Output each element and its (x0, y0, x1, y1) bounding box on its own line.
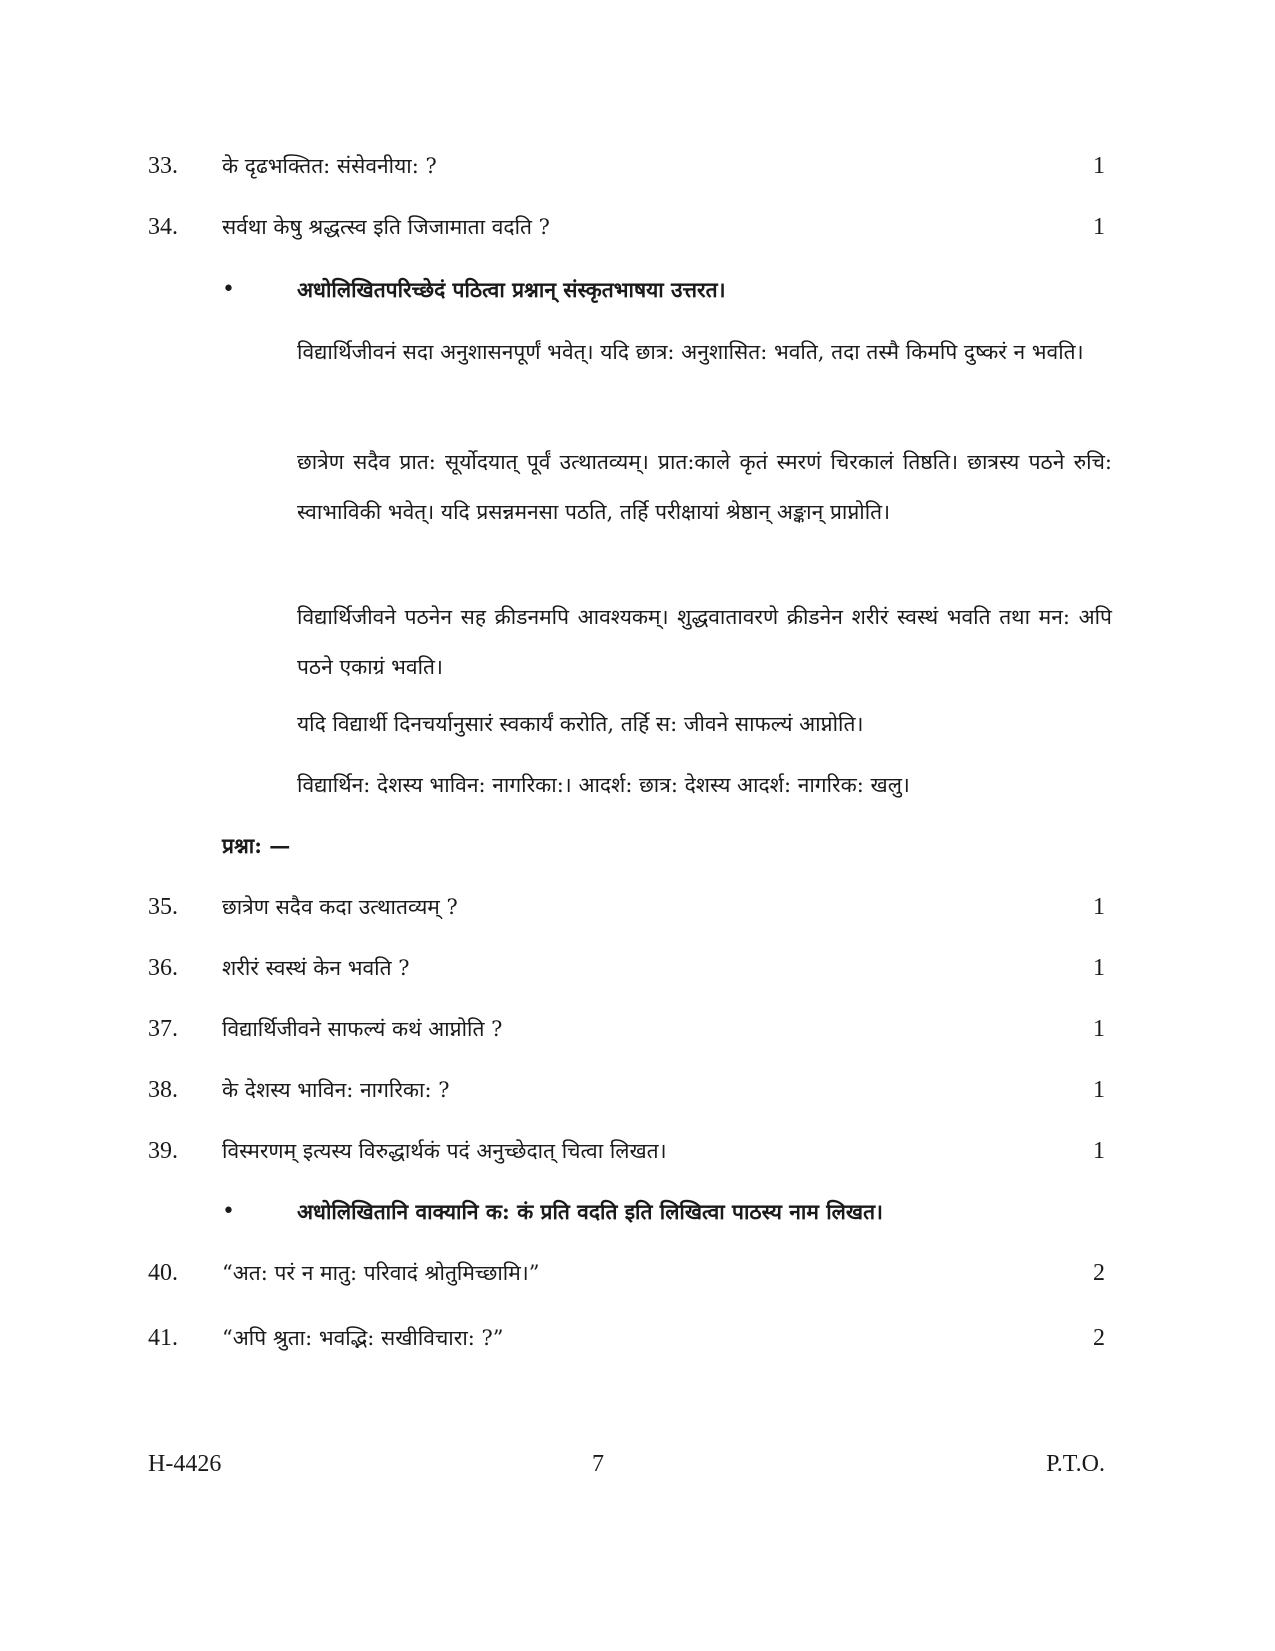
question-marks: 1 (1093, 1016, 1105, 1042)
question-number: 37. (148, 1016, 178, 1042)
question-marks: 1 (1093, 894, 1105, 920)
question-36 (0, 948, 1275, 988)
question-marks: 2 (1093, 1325, 1105, 1351)
question-40 (0, 1253, 1275, 1293)
question-number: 40. (148, 1260, 178, 1286)
question-41 (0, 1318, 1275, 1358)
question-number: 36. (148, 955, 178, 981)
passage-paragraph-3: विद्यार्थिजीवने पठनेन सह क्रीडनमपि आवश्यकम्। शुद्धवातावरणे क्रीडनेन शरीरं स्वस्थं भवति तथा मन: अपि पठने एकाग्रं भवति। (297, 605, 1112, 679)
question-text: “अत: परं न मातु: परिवादं श्रोतुमिच्छामि।” (222, 1261, 540, 1285)
bullet-icon: • (222, 1199, 235, 1224)
question-text: के देशस्य भाविन: नागरिका: ? (222, 1078, 450, 1102)
question-marks: 1 (1093, 214, 1105, 240)
question-number: 39. (148, 1138, 178, 1164)
question-37 (0, 1009, 1275, 1049)
passage-paragraph-4: यदि विद्यार्थी दिनचर्यानुसारं स्वकार्यं करोति, तर्हि स: जीवने साफल्यं आप्नोति। (297, 712, 864, 736)
passage-instruction (0, 270, 1275, 310)
question-marks: 1 (1093, 1138, 1105, 1164)
question-34 (0, 207, 1275, 247)
page-number: 7 (592, 1451, 604, 1477)
question-text: के दृढभक्तित: संसेवनीया: ? (222, 154, 437, 178)
question-number: 33. (148, 153, 178, 179)
question-number: 38. (148, 1077, 178, 1103)
question-text: छात्रेण सदैव कदा उत्थातव्यम् ? (222, 895, 458, 919)
question-38 (0, 1070, 1275, 1110)
bullet-icon: • (222, 277, 235, 302)
question-marks: 2 (1093, 1260, 1105, 1286)
question-text: विद्यार्थिजीवने साफल्यं कथं आप्नोति ? (222, 1017, 503, 1041)
question-marks: 1 (1093, 955, 1105, 981)
passage-paragraph-1: विद्यार्थिजीवनं सदा अनुशासनपूर्णं भवेत्। यदि छात्र: अनुशासित: भवति, तदा तस्मै किमपि दुष्करं न भवति। (297, 340, 1084, 364)
question-number: 41. (148, 1325, 178, 1351)
question-35 (0, 887, 1275, 927)
questions-heading: प्रश्ना: — (222, 833, 291, 858)
question-number: 35. (148, 894, 178, 920)
passage-paragraph-2: छात्रेण सदैव प्रात: सूर्योदयात् पूर्वं उत्थातव्यम्। प्रात:काले कृतं स्मरणं चिरकालं तिष्ठति। छात्रस्य पठने रुचि: स्वाभाविकी भवेत्। यदि प्रसन्नमनसा पठति, तर्हि परीक्षायां श्रेष्ठान् अङ्कान् प्राप्नोति। (297, 450, 1112, 524)
question-text: विस्मरणम् इत्यस्य विरुद्धार्थकं पदं अनुच्छेदात् चित्वा लिखत। (222, 1139, 667, 1163)
question-text: शरीरं स्वस्थं केन भवति ? (222, 956, 410, 980)
question-text: “अपि श्रुता: भवद्भि: सखीविचारा: ?” (222, 1326, 504, 1350)
paper-code: H-4426 (148, 1451, 222, 1477)
question-number: 34. (148, 214, 178, 240)
question-marks: 1 (1093, 1077, 1105, 1103)
passage-paragraph-5: विद्यार्थिन: देशस्य भाविन: नागरिका:। आदर्श: छात्र: देशस्य आदर्श: नागरिक: खलु। (297, 773, 910, 797)
question-39 (0, 1131, 1275, 1171)
question-marks: 1 (1093, 153, 1105, 179)
dialogue-instruction (0, 1192, 1275, 1232)
question-33 (0, 146, 1275, 186)
pto-label: P.T.O. (1046, 1451, 1105, 1477)
instruction-text: अधोलिखितानि वाक्यानि क: कं प्रति वदति इति लिखित्वा पाठस्य नाम लिखत। (297, 1199, 884, 1224)
question-text: सर्वथा केषु श्रद्धत्स्व इति जिजामाता वदति ? (222, 215, 550, 239)
instruction-text: अधोलिखितपरिच्छेदं पठित्वा प्रश्नान् संस्कृतभाषया उत्तरत। (297, 277, 726, 302)
